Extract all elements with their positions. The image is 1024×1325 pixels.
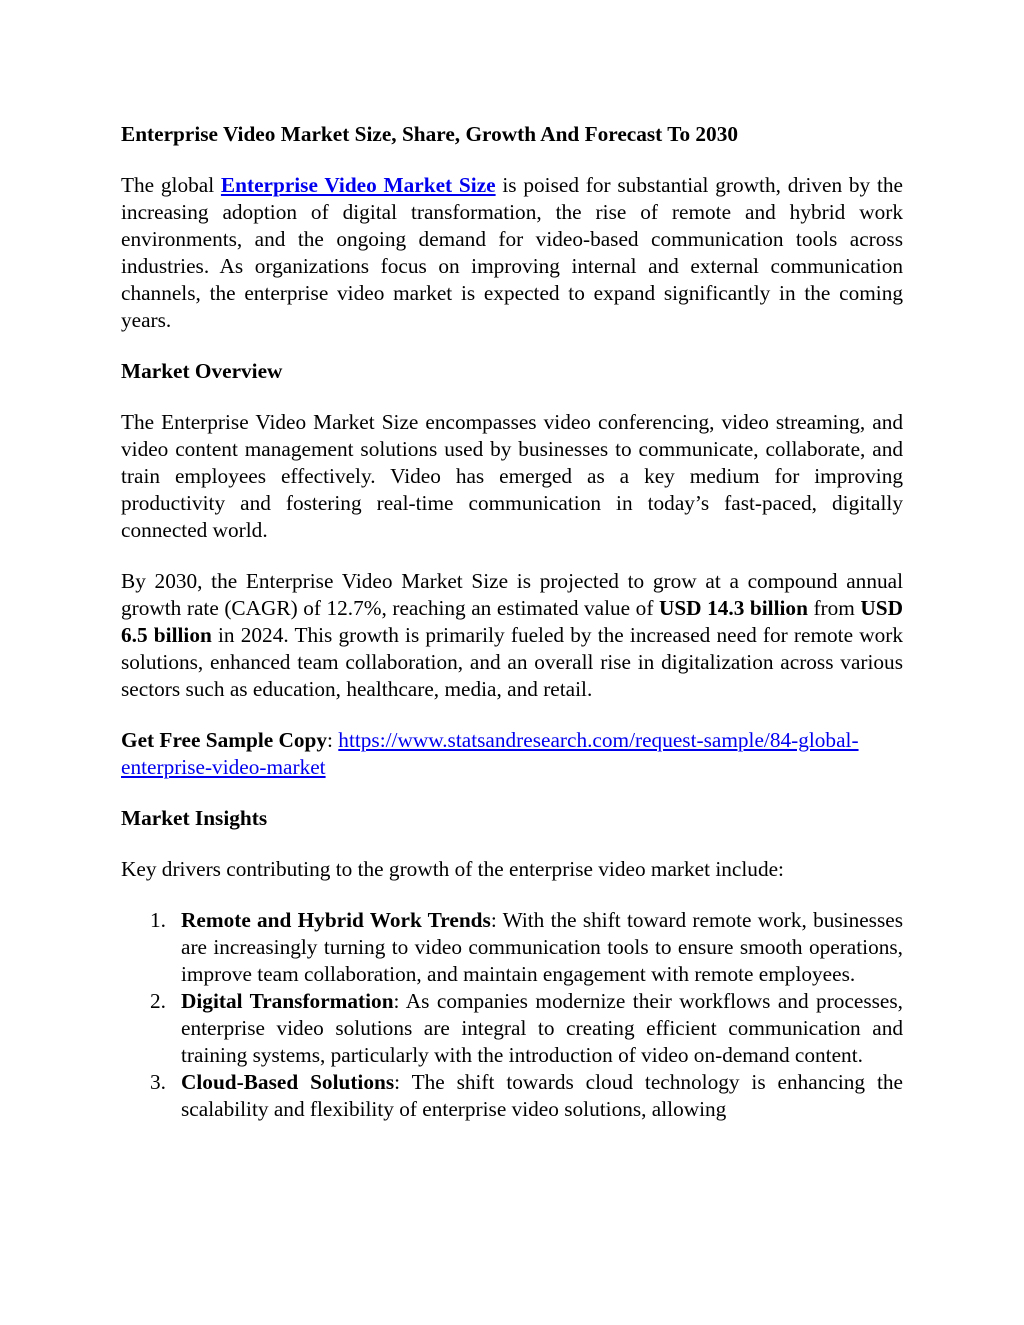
market-size-link[interactable]: Enterprise Video Market Size — [220, 173, 496, 197]
base-value: USD 6.5 billion — [121, 596, 904, 647]
list-item-number: 1. — [150, 908, 166, 932]
intro-paragraph — [121, 172, 903, 334]
sample-copy-link[interactable]: https://www.statsandresearch.com/request-sample/84-global-enterprise-video-market — [121, 728, 859, 779]
list-item-title: Cloud-Based Solutions — [181, 1070, 395, 1094]
document-page — [121, 121, 903, 1123]
growth-text-3: in 2024. This growth is primarily fueled by the increased need for remote work solutions, enhanced team collaboration, and an overall rise in digitalization across various sectors such as education, healthcare, media, and retail. — [121, 623, 903, 701]
list-item-number: 2. — [150, 989, 166, 1013]
growth-text-1: By 2030, the Enterprise Video Market Size is projected to grow at a compound annual growth rate (CAGR) of 12.7%, reaching an estimated value of — [121, 569, 903, 620]
overview-paragraph-2 — [121, 568, 903, 703]
list-item — [121, 1069, 903, 1123]
sample-copy-label: Get Free Sample Copy — [121, 728, 328, 752]
list-item-title: Remote and Hybrid Work Trends — [181, 908, 491, 932]
list-item-text: : As companies modernize their workflows and processes, enterprise video solutions are integral to creating efficient communication and training systems, particularly with the introduction of video on-demand content. — [181, 989, 903, 1067]
market-insights-heading: Market Insights — [121, 806, 268, 830]
drivers-list — [121, 907, 903, 1123]
list-item-number: 3. — [150, 1070, 166, 1094]
list-item-text: : With the shift toward remote work, businesses are increasingly turning to video communication tools to ensure smooth operations, improve team collaboration, and maintain engagement with remote employees. — [181, 908, 903, 986]
list-item — [121, 907, 903, 988]
document-title: Enterprise Video Market Size, Share, Growth And Forecast To 2030 — [121, 122, 739, 146]
list-item-text: : The shift towards cloud technology is enhancing the scalability and flexibility of enterprise video solutions, allowing — [181, 1070, 903, 1121]
intro-text-before: The global — [121, 173, 221, 197]
intro-text-after: is poised for substantial growth, driven by the increasing adoption of digital transformation, the rise of remote and hybrid work environments, and the ongoing demand for video-based communication tools across industries. As organizations focus on improving internal and external communication channels, the enterprise video market is expected to expand significantly in the coming years. — [121, 173, 903, 332]
overview-paragraph-1: The Enterprise Video Market Size encompasses video conferencing, video streaming, and video content management solutions used by businesses to communicate, collaborate, and train employees effectively. Video has emerged as a key medium for improving productivity and fostering real-time communication in today’s fast-paced, digitally connected world. — [121, 410, 903, 542]
sample-separator: : — [327, 728, 339, 752]
growth-text-2: from — [807, 596, 861, 620]
forecast-value: USD 14.3 billion — [658, 596, 808, 620]
market-overview-heading: Market Overview — [121, 359, 283, 383]
sample-copy-line — [121, 727, 903, 781]
insights-intro: Key drivers contributing to the growth of the enterprise video market include: — [121, 857, 784, 881]
list-item — [121, 988, 903, 1069]
list-item-title: Digital Transformation — [181, 989, 394, 1013]
